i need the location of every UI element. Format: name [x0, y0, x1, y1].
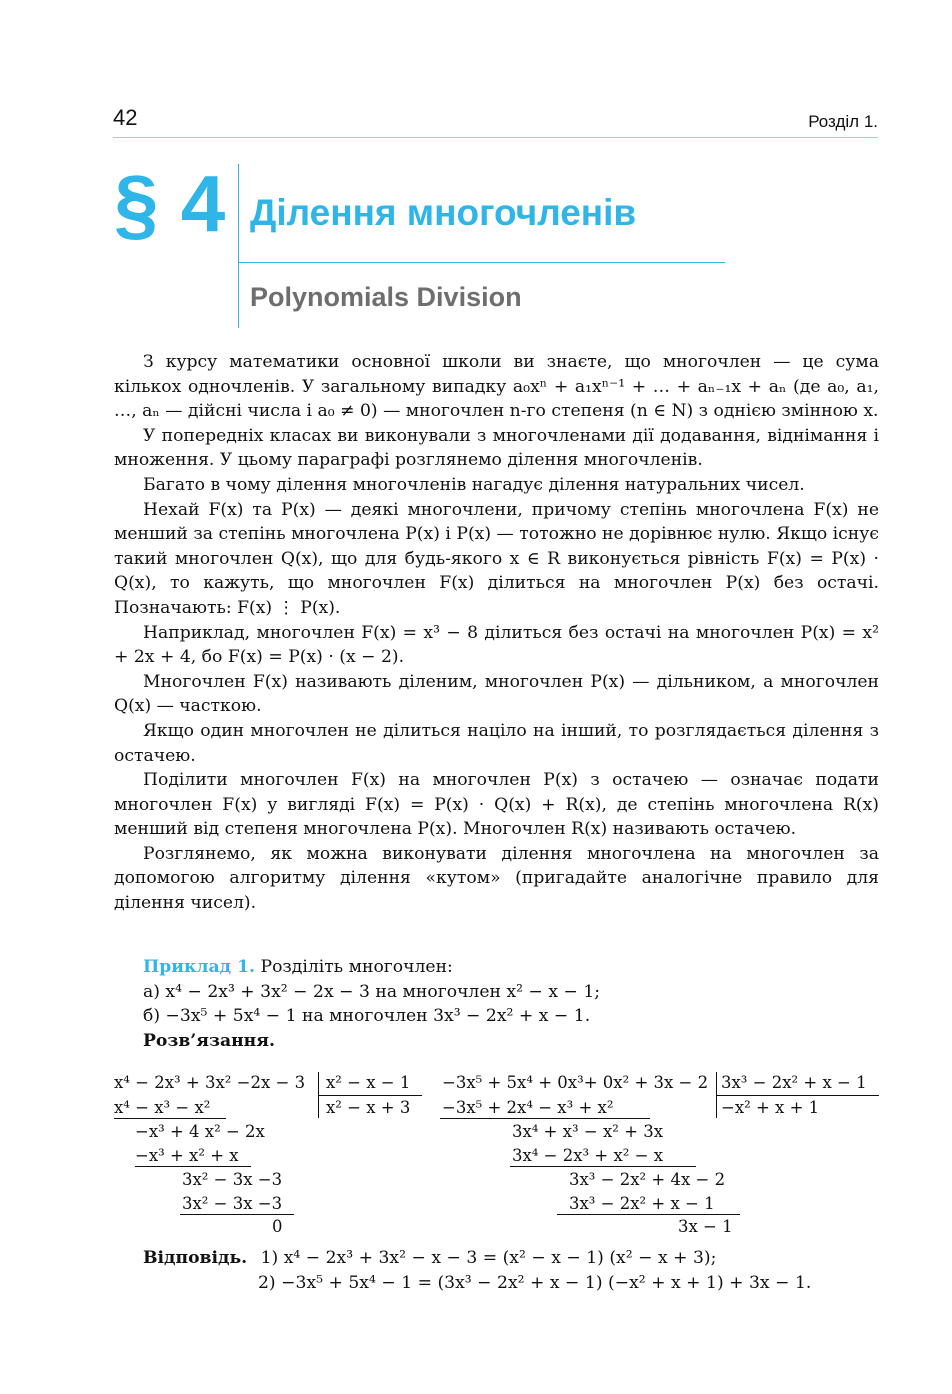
title-divider: [238, 262, 725, 263]
paragraph: Багато в чому ділення многочленів нагадує ділення натуральних чисел.: [143, 474, 805, 495]
divisor: x² − x − 1: [326, 1073, 411, 1092]
step-row: −x³ + x² + x: [135, 1146, 239, 1165]
page-number: 42: [113, 105, 138, 130]
answer-block: [143, 1246, 811, 1296]
paragraph: З курсу математики основної школи ви знаєте, що многочлен — це сума кількох одночленів. У загальному випадку a₀xⁿ + a₁xⁿ⁻¹ + … + aₙ₋₁x + aₙ (де a₀, a₁, …, aₙ — дійсні числа і a₀ ≠ 0) — многочлен n-го степеня (n ∈ N) з однією змінною x.: [114, 352, 879, 422]
step-underline: [114, 1118, 226, 1119]
paragraph: Многочлен F(x) називають діленим, многочлен P(x) — дільником, а многочлен Q(x) — часткою.: [114, 671, 879, 717]
paragraph: Наприклад, многочлен F(x) = x³ − 8 ділиться без остачі на многочлен P(x) = x² + 2x + 4, бо F(x) = P(x) · (x − 2).: [114, 622, 879, 668]
section-label: Розділ 1.: [808, 112, 878, 131]
step-underline: [180, 1214, 294, 1215]
answer-1: 1) x⁴ − 2x³ + 3x² − x − 3 = (x² − x − 1) (x² − x + 3);: [260, 1248, 717, 1268]
dividend: −3x⁵ + 5x⁴ + 0x³+ 0x² + 3x − 2: [442, 1073, 709, 1092]
answer-line-1: [143, 1246, 811, 1271]
section-number: § 4: [114, 159, 226, 248]
step-row: 3x² − 3x −3: [182, 1194, 283, 1213]
step-underline: [440, 1118, 650, 1119]
paragraph: Розглянемо, як можна виконувати ділення многочлена на многочлен за допомогою алгоритму ділення «кутом» (пригадайте аналогічне правило для ділення чисел).: [114, 843, 879, 914]
step-row: 3x³ − 2x² + 4x − 2: [569, 1170, 726, 1189]
chapter-subtitle: Polynomials Division: [250, 282, 522, 312]
solution-label: Розв’язання.: [143, 1030, 275, 1051]
body-text: [114, 350, 879, 916]
dividend: x⁴ − 2x³ + 3x² −2x − 3: [114, 1073, 306, 1092]
example-part-b: б) −3x⁵ + 5x⁴ − 1 на многочлен 3x³ − 2x² + x − 1.: [143, 1006, 591, 1027]
remainder: 0: [272, 1217, 283, 1236]
quotient: x² − x + 3: [326, 1098, 411, 1117]
answer-label: Відповідь.: [143, 1248, 248, 1268]
paragraph: Нехай F(x) та P(x) — деякі многочлени, причому степінь многочлена F(x) не менший за степінь многочлена P(x) і P(x) — тотожно не дорівнює нулю. Якщо існує такий многочлен Q(x), що для будь-якого x ∈ R виконується рівність F(x) = P(x) · Q(x), то кажуть, що многочлен F(x) ділиться на многочлен P(x) без остачі. Позначають: F(x) ⋮ P(x).: [114, 499, 879, 618]
step-underline: [135, 1166, 251, 1167]
step-row: 3x³ − 2x² + x − 1: [569, 1194, 715, 1213]
step-underline: [557, 1214, 740, 1215]
step-row: 3x⁴ − 2x³ + x² − x: [512, 1146, 664, 1165]
paragraph: Поділити многочлен F(x) на многочлен P(x) з остачею — означає подати многочлен F(x) у вигляді F(x) = P(x) · Q(x) + R(x), де степінь многочлена R(x) менший від степеня многочлена P(x). Многочлен R(x) називають остачею.: [114, 770, 879, 840]
example-block: [114, 955, 879, 1053]
header-divider: [113, 137, 878, 138]
paragraph: Якщо один многочлен не ділиться націло на інший, то розглядається ділення з остачею.: [114, 720, 879, 766]
step-row: −x³ + 4 x² − 2x: [135, 1122, 265, 1141]
answer-2: 2) −3x⁵ + 5x⁴ − 1 = (3x³ − 2x² + x − 1) (−x² + x + 1) + 3x − 1.: [258, 1273, 812, 1293]
example-part-a: а) x⁴ − 2x³ + 3x² − 2x − 3 на многочлен x² − x − 1;: [143, 981, 601, 1002]
title-vertical-divider: [238, 164, 239, 328]
remainder: 3x − 1: [678, 1217, 733, 1236]
divisor-underline: [318, 1095, 422, 1096]
step-row: 3x⁴ + x³ − x² + 3x: [512, 1122, 664, 1141]
example-heading: [114, 955, 879, 980]
divisor-underline: [716, 1095, 879, 1096]
example-prompt: Розділіть многочлен:: [260, 957, 453, 977]
step-underline: [510, 1166, 696, 1167]
example-label: Приклад 1.: [143, 957, 256, 977]
paragraph: У попередніх класах ви виконували з многочленами дії додавання, віднімання і множення. У цьому параграфі розглянемо ділення многочленів.: [114, 425, 879, 471]
step-row: 3x² − 3x −3: [182, 1170, 283, 1189]
step-row: −3x⁵ + 2x⁴ − x³ + x²: [442, 1098, 614, 1117]
chapter-title: Ділення многочленів: [250, 192, 637, 233]
divisor: 3x³ − 2x² + x − 1: [721, 1073, 867, 1092]
step-row: x⁴ − x³ − x²: [114, 1098, 211, 1117]
quotient: −x² + x + 1: [721, 1098, 820, 1117]
